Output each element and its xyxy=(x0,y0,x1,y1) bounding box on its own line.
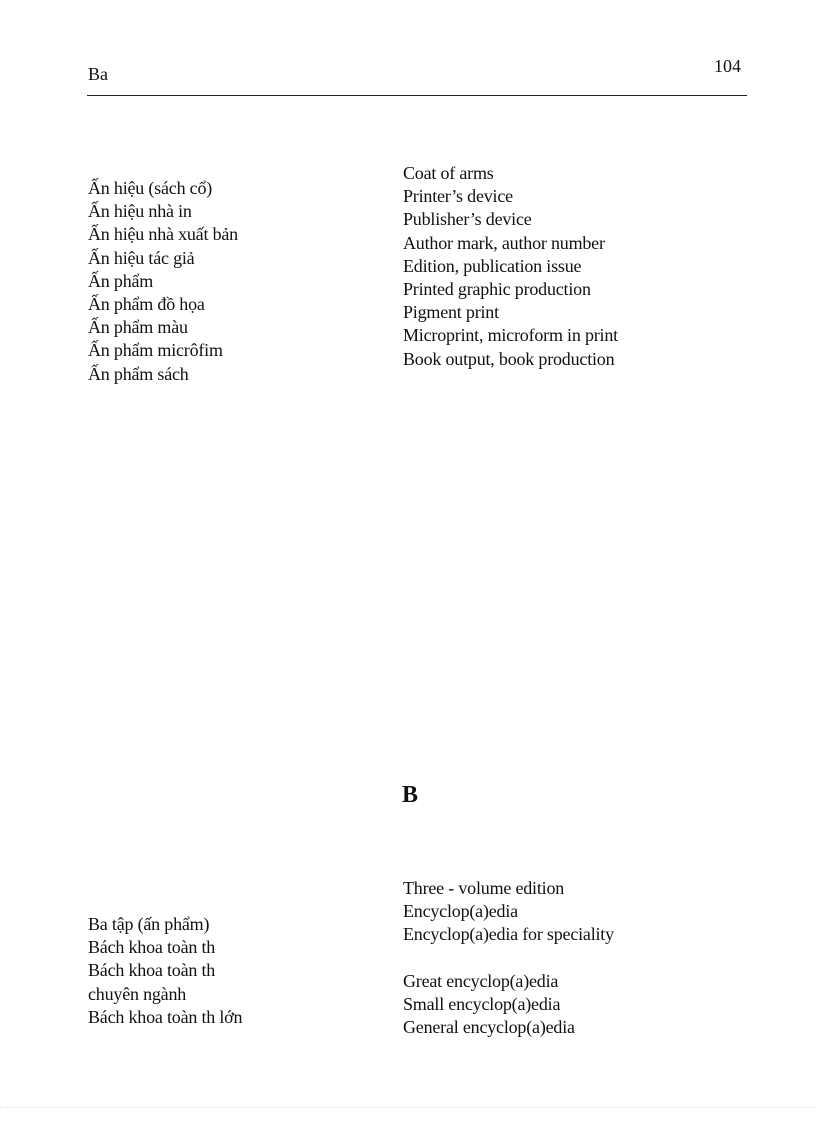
vietnamese-term: Ấn phẩm micrôfim xyxy=(88,340,223,361)
page-number: 104 xyxy=(714,56,741,76)
vietnamese-term: Ba tập (ấn phẩm) xyxy=(88,914,210,934)
vietnamese-term: Ấn hiệu nhà in xyxy=(88,201,192,222)
english-term: Publisher’s device xyxy=(403,209,532,230)
vietnamese-term: Bách khoa toàn th xyxy=(88,937,216,958)
english-term: Edition, publication issue xyxy=(403,255,582,276)
english-term: Three - volume edition xyxy=(403,878,565,898)
english-term: Printed graphic production xyxy=(403,278,591,299)
vietnamese-term: Ấn phẩm xyxy=(88,270,154,291)
english-term: General encyclop(a)edia xyxy=(403,1017,575,1038)
vietnamese-term: Ấn phẩm màu xyxy=(88,317,188,338)
english-term: Pigment print xyxy=(403,302,499,323)
english-term: Encyclop(a)edia xyxy=(403,901,518,922)
english-term: Encyclop(a)edia for speciality xyxy=(403,924,614,945)
english-term: Microprint, microform in print xyxy=(403,325,618,346)
running-header: Ba xyxy=(88,64,108,84)
english-term: Small encyclop(a)edia xyxy=(403,993,561,1014)
vietnamese-term: Bách khoa toàn th xyxy=(88,960,216,981)
vietnamese-term: Bách khoa toàn th lớn xyxy=(88,1006,243,1027)
blank-line xyxy=(403,947,614,970)
english-term: Printer’s device xyxy=(403,186,513,207)
section-a-english-terms xyxy=(403,162,618,371)
vietnamese-term: Ấn hiệu tác giả xyxy=(88,247,195,268)
header-divider xyxy=(87,95,747,96)
vietnamese-term: Ấn hiệu nhà xuất bản xyxy=(88,224,238,245)
vietnamese-term: Ấn phẩm đồ họa xyxy=(88,293,205,314)
vietnamese-term: chuyên ngành xyxy=(88,983,187,1004)
footer-divider xyxy=(0,1107,816,1108)
section-a-vietnamese-terms xyxy=(88,177,238,386)
english-term: Book output, book production xyxy=(403,348,615,369)
english-term: Author mark, author number xyxy=(403,232,605,253)
vietnamese-term: Ấn phẩm sách xyxy=(88,363,189,384)
section-heading-b: B xyxy=(402,782,419,808)
section-b-english-terms xyxy=(403,877,614,1039)
vietnamese-term: Ấn hiệu (sách cổ) xyxy=(88,178,213,198)
section-b-vietnamese-terms xyxy=(88,913,242,1029)
english-term: Great encyclop(a)edia xyxy=(403,970,559,991)
english-term: Coat of arms xyxy=(403,163,494,183)
